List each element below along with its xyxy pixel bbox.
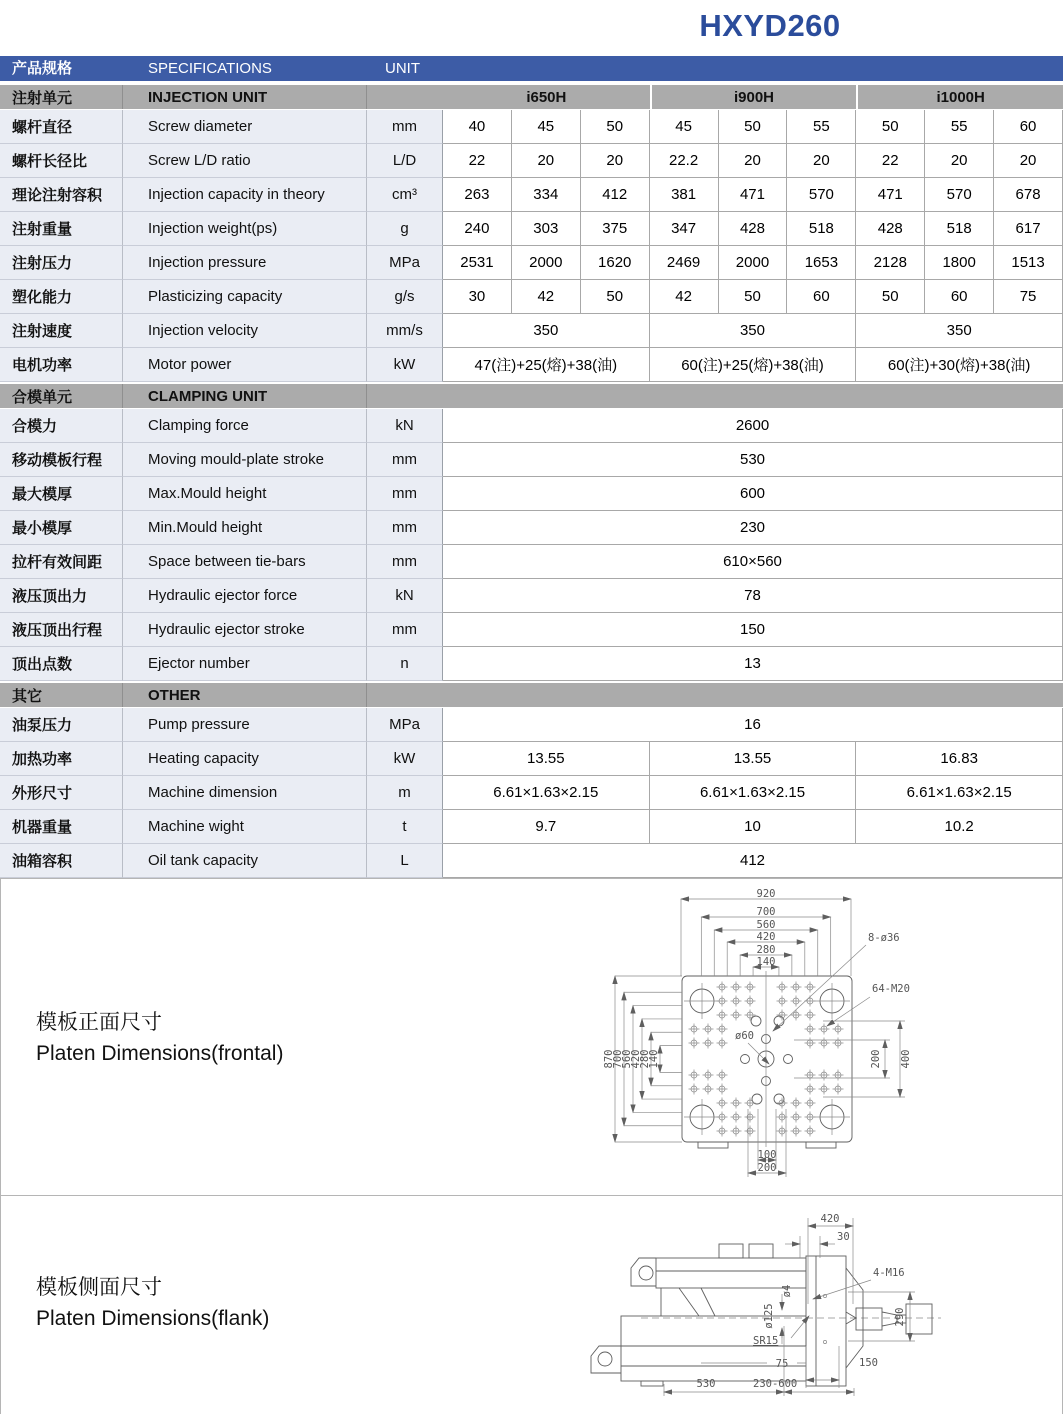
row-label-en: Injection weight(ps) xyxy=(123,212,367,246)
value-cell: 30 xyxy=(443,280,512,314)
row-label-zh: 注射压力 xyxy=(0,246,123,280)
frontal-dim-top-560: 560 xyxy=(756,919,776,931)
value-cell: 78 xyxy=(443,579,1063,613)
frontal-dim-left-280: 280 xyxy=(639,1049,651,1069)
value-cell: 10 xyxy=(650,810,857,844)
frontal-dim-top-420: 420 xyxy=(756,931,776,943)
model-header-i1000H: i1000H xyxy=(856,85,1063,109)
value-cell: 230 xyxy=(443,511,1063,545)
section-row-1 xyxy=(0,382,1063,409)
value-cell: 518 xyxy=(787,212,856,246)
tie-bar-holes xyxy=(684,983,850,1135)
row-label-en: Min.Mould height xyxy=(123,511,367,545)
row-label-en: Heating capacity xyxy=(123,742,367,776)
value-cell: 428 xyxy=(719,212,788,246)
row-unit: mm xyxy=(367,477,443,511)
row-label-zh: 拉杆有效间距 xyxy=(0,545,123,579)
row-label-zh: 最小模厚 xyxy=(0,511,123,545)
value-cell: 20 xyxy=(512,144,581,178)
row-label-en: Clamping force xyxy=(123,409,367,443)
value-cell: 20 xyxy=(994,144,1063,178)
row-unit: MPa xyxy=(367,246,443,280)
value-cell: 55 xyxy=(925,110,994,144)
flank-dim-d4: ø4 xyxy=(781,1284,793,1298)
frontal-dim-top-280: 280 xyxy=(756,944,776,956)
spec-row-other-3 xyxy=(0,810,1063,844)
flank-dim-290: 290 xyxy=(894,1307,906,1327)
value-cell: 50 xyxy=(581,110,650,144)
value-cell: 60 xyxy=(994,110,1063,144)
row-label-zh: 顶出点数 xyxy=(0,647,123,681)
spec-row-clamping-unit-3 xyxy=(0,511,1063,545)
section-label-en: CLAMPING UNIT xyxy=(123,384,367,408)
section-label-zh: 其它 xyxy=(0,683,123,707)
flank-dim-sr15: SR15 xyxy=(753,1335,779,1347)
spec-row-other-2 xyxy=(0,776,1063,810)
value-cell: 42 xyxy=(650,280,719,314)
spec-row-injection-unit-4 xyxy=(0,246,1063,280)
row-label-en: Machine wight xyxy=(123,810,367,844)
value-cell: 412 xyxy=(443,844,1063,878)
value-cell: 60 xyxy=(925,280,994,314)
value-cell: 50 xyxy=(719,110,788,144)
row-label-en: Plasticizing capacity xyxy=(123,280,367,314)
row-unit: mm xyxy=(367,545,443,579)
row-label-en: Motor power xyxy=(123,348,367,382)
spec-row-injection-unit-5 xyxy=(0,280,1063,314)
row-label-en: Moving mould-plate stroke xyxy=(123,443,367,477)
row-unit: n xyxy=(367,647,443,681)
value-cell: 13 xyxy=(443,647,1063,681)
row-unit: L xyxy=(367,844,443,878)
value-cell: 570 xyxy=(787,178,856,212)
row-label-zh: 螺杆长径比 xyxy=(0,144,123,178)
frontal-dim-bottom-200: 200 xyxy=(757,1162,777,1174)
spec-row-other-4 xyxy=(0,844,1063,878)
value-cell: 42 xyxy=(512,280,581,314)
row-label-en: Space between tie-bars xyxy=(123,545,367,579)
value-cell: 678 xyxy=(994,178,1063,212)
row-unit: MPa xyxy=(367,708,443,742)
value-cell: 350 xyxy=(443,314,650,348)
value-cell: 60(注)+25(熔)+38(油) xyxy=(650,348,857,382)
flank-callout-4-m16: 4-M16 xyxy=(873,1267,905,1279)
value-cell: 263 xyxy=(443,178,512,212)
spec-row-clamping-unit-5 xyxy=(0,579,1063,613)
row-label-zh: 塑化能力 xyxy=(0,280,123,314)
value-cell: 530 xyxy=(443,443,1063,477)
frontal-label-en: Platen Dimensions(frontal) xyxy=(36,1042,284,1065)
frontal-dim-left-870: 870 xyxy=(603,1049,615,1069)
row-label-en: Hydraulic ejector force xyxy=(123,579,367,613)
value-cell: 16 xyxy=(443,708,1063,742)
row-label-en: Screw diameter xyxy=(123,110,367,144)
row-unit: kW xyxy=(367,348,443,382)
model-header-i650H: i650H xyxy=(443,85,650,109)
platen-front-outline xyxy=(682,971,852,1148)
row-label-zh: 油箱容积 xyxy=(0,844,123,878)
value-cell: 375 xyxy=(581,212,650,246)
row-unit: L/D xyxy=(367,144,443,178)
row-unit: mm/s xyxy=(367,314,443,348)
spec-row-clamping-unit-2 xyxy=(0,477,1063,511)
value-cell: 6.61×1.63×2.15 xyxy=(856,776,1063,810)
frontal-dim-top-140: 140 xyxy=(756,956,776,968)
row-label-zh: 移动模板行程 xyxy=(0,443,123,477)
section-label-zh: 合模单元 xyxy=(0,384,123,408)
flank-label-zh: 模板侧面尺寸 xyxy=(36,1276,162,1299)
value-cell: 2469 xyxy=(650,246,719,280)
value-cell: 50 xyxy=(581,280,650,314)
value-cell: 60(注)+30(熔)+38(油) xyxy=(856,348,1063,382)
spec-row-clamping-unit-1 xyxy=(0,443,1063,477)
section-span-cell xyxy=(443,384,1063,408)
frontal-dimension-lines xyxy=(603,888,912,1177)
row-unit: t xyxy=(367,810,443,844)
value-cell: 347 xyxy=(650,212,719,246)
spec-row-clamping-unit-0 xyxy=(0,409,1063,443)
value-cell: 381 xyxy=(650,178,719,212)
row-unit: g/s xyxy=(367,280,443,314)
row-label-zh: 注射重量 xyxy=(0,212,123,246)
section-unit-cell xyxy=(367,85,443,109)
value-cell: 50 xyxy=(719,280,788,314)
row-label-zh: 电机功率 xyxy=(0,348,123,382)
row-unit: g xyxy=(367,212,443,246)
value-cell: 150 xyxy=(443,613,1063,647)
flank-diagram-svg xyxy=(1,1196,1063,1414)
spec-row-clamping-unit-4 xyxy=(0,545,1063,579)
value-cell: 412 xyxy=(581,178,650,212)
row-label-zh: 液压顶出力 xyxy=(0,579,123,613)
value-cell: 350 xyxy=(856,314,1063,348)
spec-row-injection-unit-7 xyxy=(0,348,1063,382)
flank-dim-d125: ø125 xyxy=(763,1303,775,1329)
value-cell: 13.55 xyxy=(443,742,650,776)
value-cell: 2000 xyxy=(512,246,581,280)
value-cell: 22 xyxy=(443,144,512,178)
section-row-0 xyxy=(0,83,1063,110)
row-label-zh: 液压顶出行程 xyxy=(0,613,123,647)
spec-row-injection-unit-3 xyxy=(0,212,1063,246)
row-label-zh: 油泵压力 xyxy=(0,708,123,742)
frontal-diagram-svg xyxy=(557,879,1057,1195)
value-cell: 471 xyxy=(856,178,925,212)
row-label-en: Injection capacity in theory xyxy=(123,178,367,212)
value-cell: 20 xyxy=(581,144,650,178)
value-cell: 45 xyxy=(512,110,581,144)
value-cell: 570 xyxy=(925,178,994,212)
section-row-2 xyxy=(0,681,1063,708)
page-title: HXYD260 xyxy=(699,8,841,43)
section-span-cell xyxy=(443,683,1063,707)
value-cell: 303 xyxy=(512,212,581,246)
value-cell: 518 xyxy=(925,212,994,246)
row-label-en: Screw L/D ratio xyxy=(123,144,367,178)
table-header-bar xyxy=(0,56,1063,81)
spec-row-injection-unit-1 xyxy=(0,144,1063,178)
flank-dim-30: 30 xyxy=(837,1231,850,1243)
section-unit-cell xyxy=(367,384,443,408)
row-unit: mm xyxy=(367,110,443,144)
value-cell: 2000 xyxy=(719,246,788,280)
spec-row-other-0 xyxy=(0,708,1063,742)
header-unit-label: UNIT xyxy=(385,60,420,77)
value-cell: 1653 xyxy=(787,246,856,280)
value-cell: 471 xyxy=(719,178,788,212)
row-label-en: Pump pressure xyxy=(123,708,367,742)
row-label-zh: 加热功率 xyxy=(0,742,123,776)
row-label-zh: 理论注射容积 xyxy=(0,178,123,212)
value-cell: 617 xyxy=(994,212,1063,246)
value-cell: 1513 xyxy=(994,246,1063,280)
row-label-zh: 合模力 xyxy=(0,409,123,443)
callout-8-d36-label: 8-ø36 xyxy=(868,932,900,944)
value-cell: 6.61×1.63×2.15 xyxy=(443,776,650,810)
spec-row-clamping-unit-7 xyxy=(0,647,1063,681)
frontal-dim-top-700: 700 xyxy=(756,906,776,918)
header-specifications-label: SPECIFICATIONS xyxy=(148,60,272,77)
value-cell: 610×560 xyxy=(443,545,1063,579)
value-cell: 1620 xyxy=(581,246,650,280)
callout-d60-label: ø60 xyxy=(735,1030,754,1042)
frontal-dim-right-400: 400 xyxy=(900,1049,912,1069)
value-cell: 350 xyxy=(650,314,857,348)
value-cell: 22 xyxy=(856,144,925,178)
value-cell: 13.55 xyxy=(650,742,857,776)
row-label-en: Hydraulic ejector stroke xyxy=(123,613,367,647)
row-unit: mm xyxy=(367,613,443,647)
row-unit: m xyxy=(367,776,443,810)
frontal-panel-label xyxy=(36,1007,283,1069)
row-unit: mm xyxy=(367,511,443,545)
value-cell: 20 xyxy=(787,144,856,178)
row-label-zh: 螺杆直径 xyxy=(0,110,123,144)
value-cell: 428 xyxy=(856,212,925,246)
row-label-zh: 机器重量 xyxy=(0,810,123,844)
value-cell: 50 xyxy=(856,110,925,144)
value-cell: 334 xyxy=(512,178,581,212)
value-cell: 20 xyxy=(719,144,788,178)
row-label-en: Injection pressure xyxy=(123,246,367,280)
value-cell: 60 xyxy=(787,280,856,314)
row-unit: kN xyxy=(367,409,443,443)
specifications-table xyxy=(0,83,1063,878)
value-cell: 75 xyxy=(994,280,1063,314)
value-cell: 240 xyxy=(443,212,512,246)
row-label-zh: 最大模厚 xyxy=(0,477,123,511)
flank-diagram-panel xyxy=(0,1195,1063,1414)
frontal-label-zh: 模板正面尺寸 xyxy=(36,1011,162,1034)
flank-dim-150: 150 xyxy=(859,1357,878,1369)
row-unit: kW xyxy=(367,742,443,776)
row-label-en: Max.Mould height xyxy=(123,477,367,511)
value-cell: 6.61×1.63×2.15 xyxy=(650,776,857,810)
flank-dim-75: 75 xyxy=(775,1358,789,1370)
value-cell: 22.2 xyxy=(650,144,719,178)
value-cell: 40 xyxy=(443,110,512,144)
spec-row-injection-unit-2 xyxy=(0,178,1063,212)
spec-row-injection-unit-0 xyxy=(0,110,1063,144)
row-unit: kN xyxy=(367,579,443,613)
model-header-i900H: i900H xyxy=(650,85,857,109)
value-cell: 50 xyxy=(856,280,925,314)
row-unit: cm³ xyxy=(367,178,443,212)
value-cell: 9.7 xyxy=(443,810,650,844)
frontal-dim-left-140: 140 xyxy=(648,1049,660,1069)
row-label-en: Ejector number xyxy=(123,647,367,681)
value-cell: 47(注)+25(熔)+38(油) xyxy=(443,348,650,382)
frontal-dim-left-560: 560 xyxy=(621,1049,633,1069)
spec-row-injection-unit-6 xyxy=(0,314,1063,348)
frontal-diagram-panel xyxy=(0,878,1063,1196)
header-product-spec-label: 产品规格 xyxy=(12,60,73,77)
frontal-dim-left-420: 420 xyxy=(630,1049,642,1069)
flank-dim-420: 420 xyxy=(820,1213,840,1225)
row-label-zh: 注射速度 xyxy=(0,314,123,348)
value-cell: 45 xyxy=(650,110,719,144)
value-cell: 1800 xyxy=(925,246,994,280)
value-cell: 10.2 xyxy=(856,810,1063,844)
flank-dim-range: 230-600 xyxy=(753,1378,798,1390)
value-cell: 55 xyxy=(787,110,856,144)
row-label-en: Oil tank capacity xyxy=(123,844,367,878)
value-cell: 2600 xyxy=(443,409,1063,443)
section-unit-cell xyxy=(367,683,443,707)
row-label-en: Machine dimension xyxy=(123,776,367,810)
frontal-dim-top-920: 920 xyxy=(756,888,776,900)
spec-row-other-1 xyxy=(0,742,1063,776)
value-cell: 20 xyxy=(925,144,994,178)
flank-dim-530: 530 xyxy=(696,1378,716,1390)
value-cell: 600 xyxy=(443,477,1063,511)
section-label-en: OTHER xyxy=(123,683,367,707)
frontal-dim-right-200: 200 xyxy=(870,1049,882,1069)
value-cell: 16.83 xyxy=(856,742,1063,776)
value-cell: 2531 xyxy=(443,246,512,280)
value-cell: 2128 xyxy=(856,246,925,280)
flank-dimension-lines xyxy=(664,1213,915,1396)
row-label-en: Injection velocity xyxy=(123,314,367,348)
row-unit: mm xyxy=(367,443,443,477)
section-label-zh: 注射单元 xyxy=(0,85,123,109)
row-label-zh: 外形尺寸 xyxy=(0,776,123,810)
spec-row-clamping-unit-6 xyxy=(0,613,1063,647)
frontal-dim-bottom-100: 100 xyxy=(757,1149,777,1161)
section-label-en: INJECTION UNIT xyxy=(123,85,367,109)
flank-label-en: Platen Dimensions(flank) xyxy=(36,1307,270,1330)
frontal-dim-left-700: 700 xyxy=(612,1049,624,1069)
callout-64-m20-label: 64-M20 xyxy=(872,983,910,995)
